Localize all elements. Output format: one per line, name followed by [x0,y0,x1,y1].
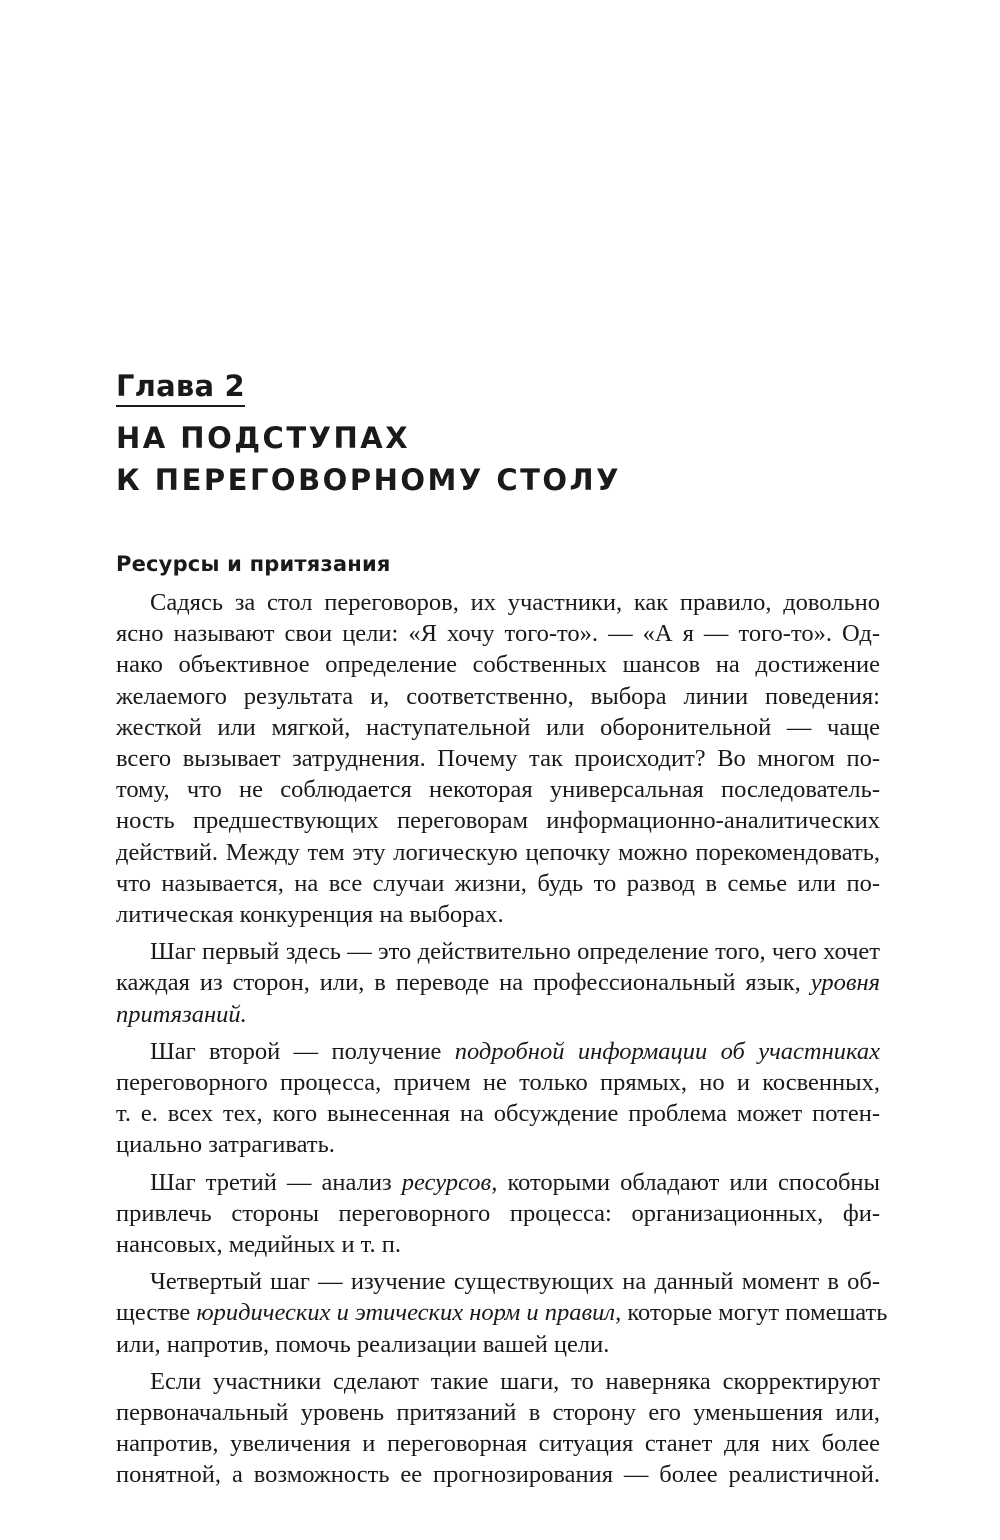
text-run: которые могут помешать [627,1299,888,1327]
text-line: циально затрагивать. [116,1131,335,1159]
text-line: что называется, на все случаи жизни, будь то развод в семье или по- [116,869,880,897]
text-line: первоначальный уровень притязаний в сторону его уменьшения или, [116,1399,880,1427]
text-line: ность предшествующих переговорам информационно-аналитических [116,807,880,835]
chapter-title-line: К ПЕРЕГОВОРНОМУ СТОЛУ [116,463,621,497]
text-line: т. е. всех тех, кого вынесенная на обсуждение проблема может потен- [116,1100,880,1128]
paragraph [116,1266,888,1360]
emphasis-text: ресурсов, [401,1168,498,1196]
text-run: которыми обладают или способны [507,1168,880,1196]
paragraph [116,1366,880,1491]
text-line: действий. Между тем эту логическую цепочку можно порекомендовать, [116,838,880,866]
emphasis-text: притязаний. [116,1000,247,1028]
text-run: Шаг второй — получение [150,1037,442,1065]
text-line: желаемого результата и, соответственно, выбора линии поведения: [116,682,880,710]
book-page [116,368,888,1497]
text-line: или, напротив, помочь реализации вашей цели. [116,1330,610,1358]
text-line: Если участники сделают такие шаги, то наверняка скорректируют [150,1367,880,1395]
text-line: литическая конкуренция на выборах. [116,901,504,929]
text-line: ясно называют свои цели: «Я хочу того-то». — «А я — того-то». Од- [116,620,880,648]
chapter-label: Глава 2 [116,368,245,407]
text-line: привлечь стороны переговорного процесса: организационных, фи- [116,1199,880,1227]
text-line: переговорного процесса, причем не только прямых, но и косвенных, [116,1069,880,1097]
text-line: нансовых, медийных и т. п. [116,1231,402,1259]
text-line [116,1167,880,1198]
text-line: нако объективное определение собственных шансов на достижение [116,651,880,679]
paragraph [116,936,880,1030]
text-line: всего вызывает затруднения. Почему так происходит? Во многом по- [116,745,880,773]
text-run: Шаг третий — анализ [150,1168,392,1196]
text-line: понятной, а возможность ее прогнозирования — более реалистичной. [116,1461,880,1489]
paragraph [116,587,880,930]
text-run: каждая из сторон, или, в переводе на профессиональный язык, [116,969,801,997]
chapter-title [116,417,880,501]
body-text [116,587,888,1491]
text-line: тому, что не соблюдается некоторая универсальная последователь- [116,776,880,804]
text-line: Садясь за стол переговоров, их участники, как правило, довольно [150,589,880,616]
text-line [116,967,880,998]
emphasis-text: уровня [810,969,880,997]
paragraph [116,1036,880,1161]
text-line [116,1036,880,1067]
text-line: Четвертый шаг — изучение существующих на данный момент в об- [150,1268,880,1296]
text-line: Шаг первый здесь — это действительно определение того, чего хочет [150,938,880,966]
paragraph [116,1167,880,1261]
text-line: напротив, увеличения и переговорная ситуация станет для них более [116,1430,880,1458]
text-line [116,1297,888,1328]
chapter-title-line: НА ПОДСТУПАХ [116,421,411,455]
text-run: ществе [116,1299,191,1327]
emphasis-text: подробной информации об участниках [454,1037,881,1065]
emphasis-text: юридических и этических норм и правил, [196,1299,622,1327]
text-line: жесткой или мягкой, наступательной или оборонительной — чаще [116,713,880,741]
section-title: Ресурсы и притязания [116,552,391,576]
